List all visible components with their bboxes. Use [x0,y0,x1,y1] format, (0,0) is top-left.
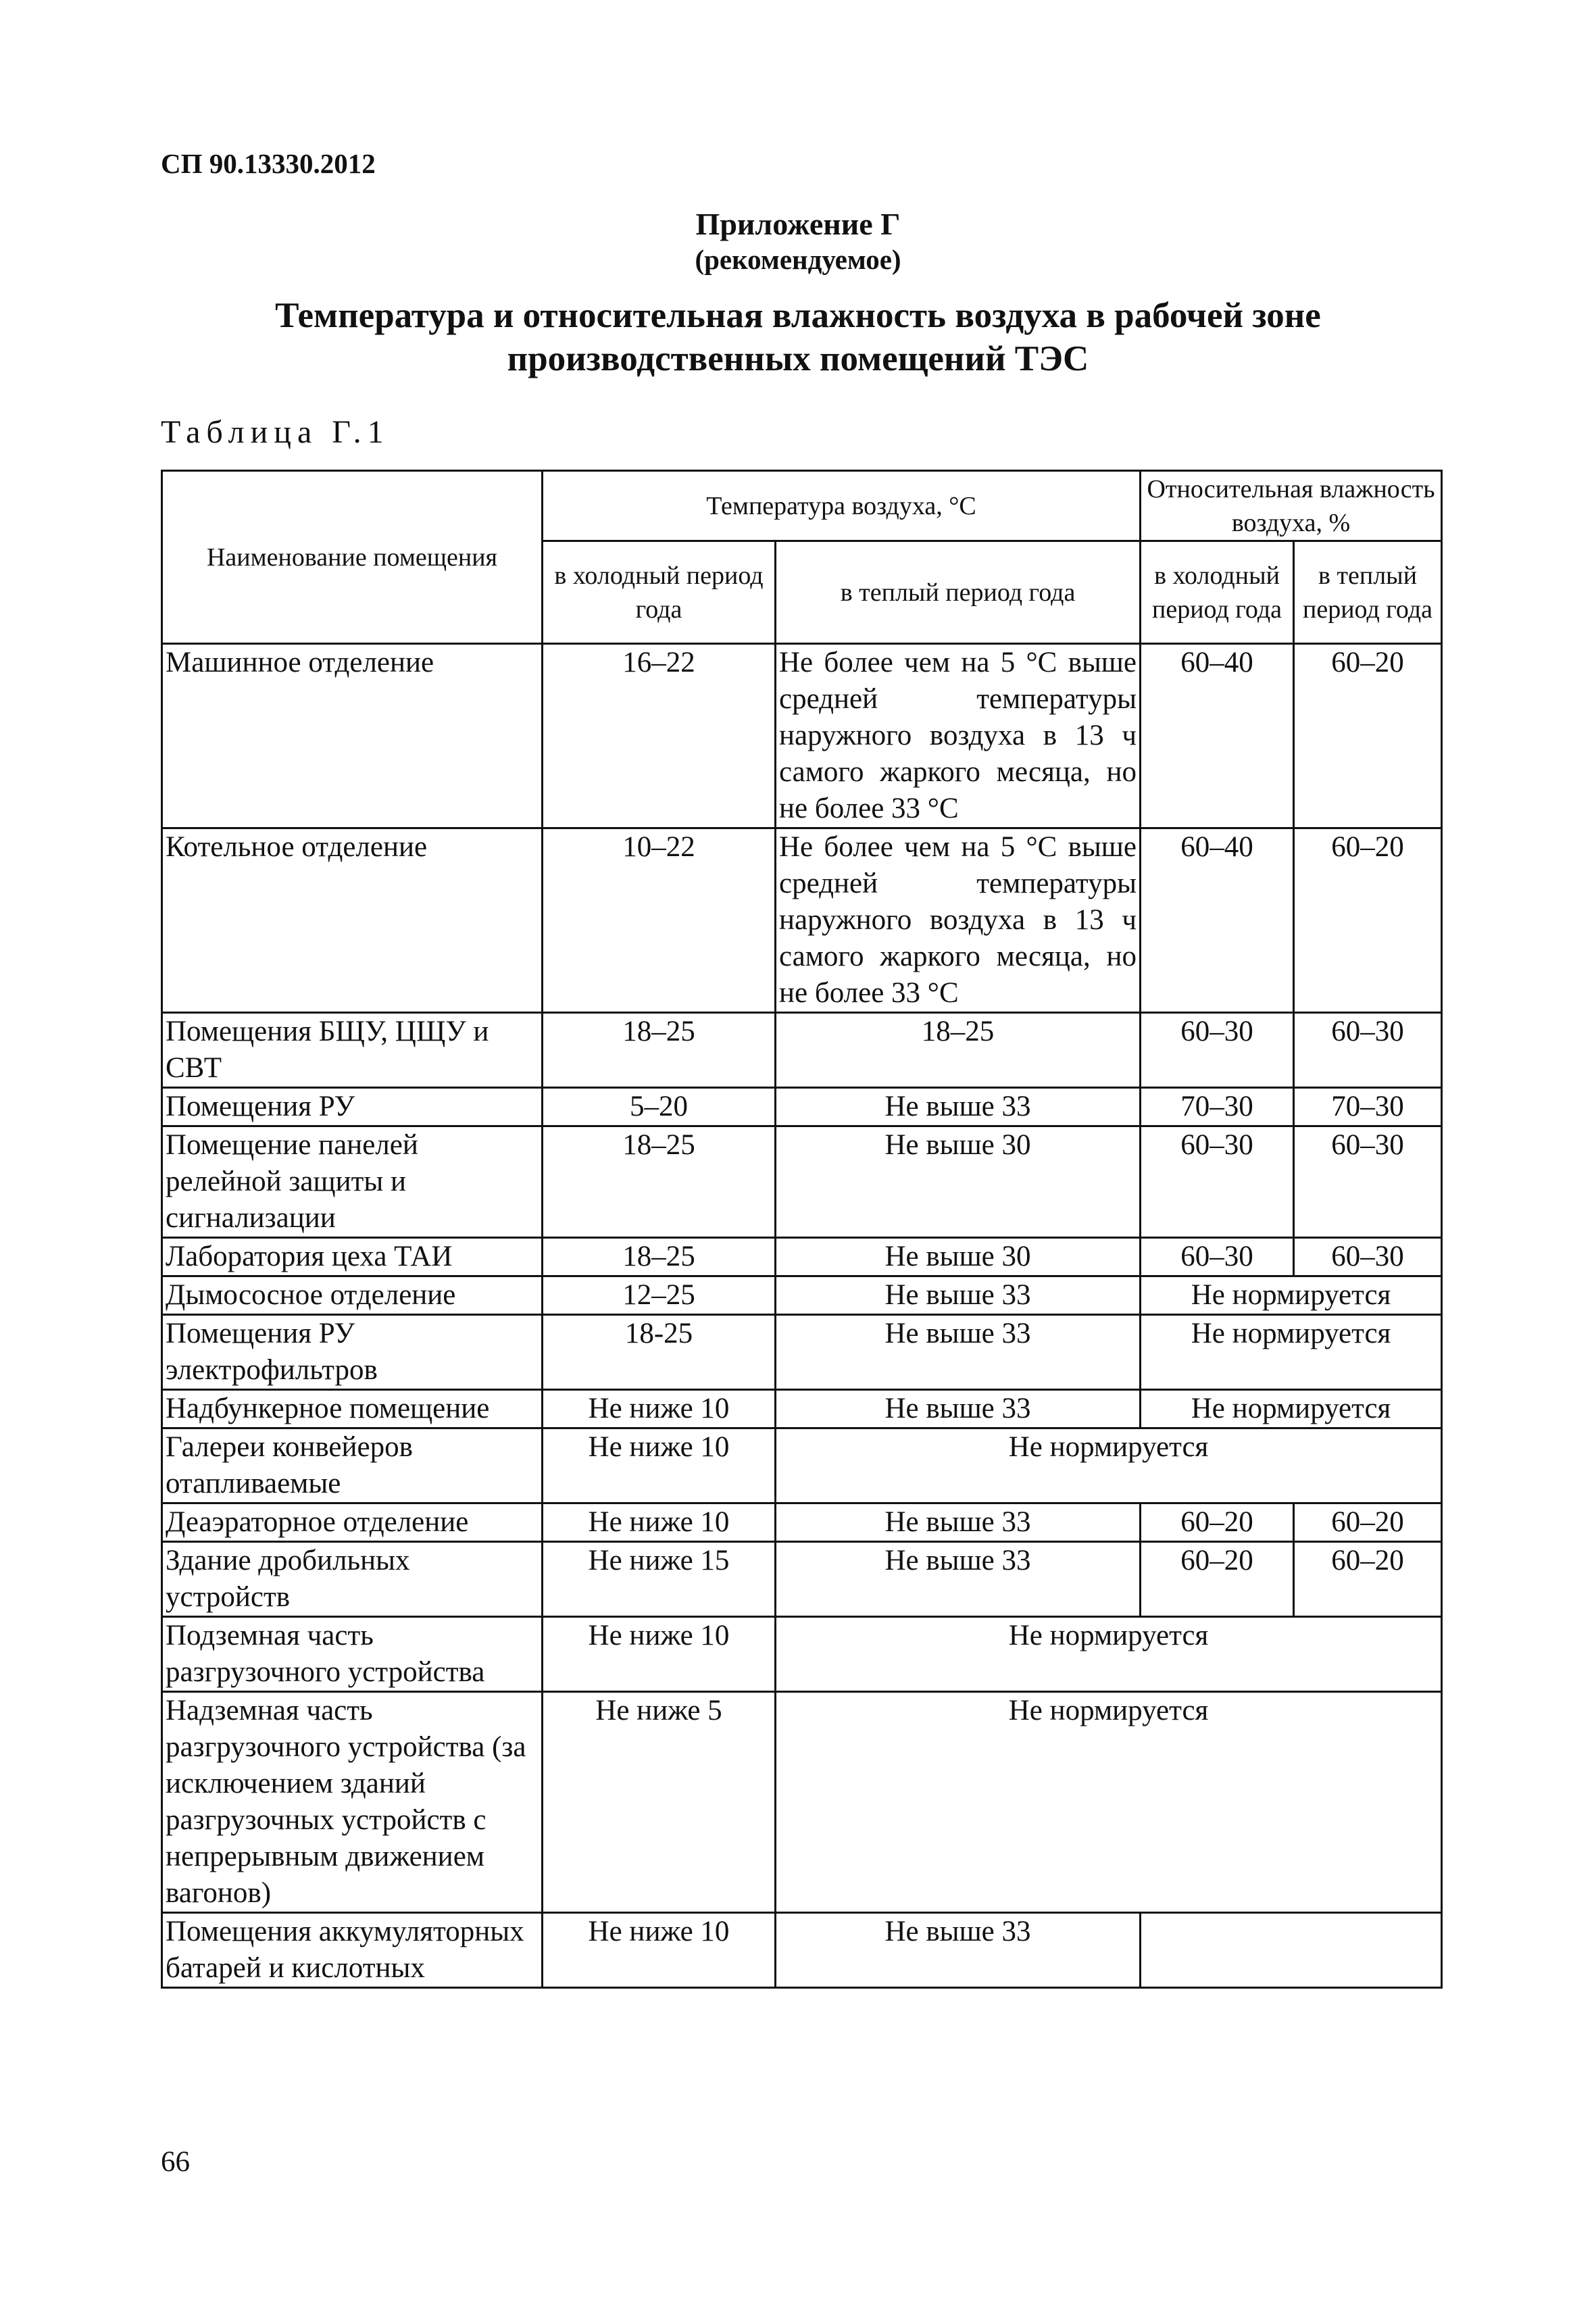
room-name: Помещения БЩУ, ЦЩУ и СВТ [162,1013,543,1088]
hum-warm: 60–20 [1294,644,1442,828]
temp-warm: Не выше 33 [776,1390,1141,1428]
room-name: Деаэраторное отделение [162,1503,543,1542]
room-name: Помещения РУ [162,1088,543,1126]
temp-warm: 18–25 [776,1013,1141,1088]
temp-warm: Не более чем на 5 °С выше средней температуры наружного воздуха в 13 ч самого жаркого месяца, но не более 33 °С [776,644,1141,828]
temp-cold: 18–25 [543,1238,776,1276]
temp-warm: Не выше 33 [776,1276,1141,1315]
temp-cold: 16–22 [543,644,776,828]
hum-warm: 60–20 [1294,1542,1442,1617]
hum-warm: 60–30 [1294,1126,1442,1238]
temp-warm: Не выше 30 [776,1126,1141,1238]
table-row [162,1692,1442,1913]
humidity-merged: Не нормируется [1141,1276,1442,1315]
table-row [162,1013,1442,1088]
page-number: 66 [161,2146,190,2178]
hum-warm: 60–30 [1294,1013,1442,1088]
table-row [162,1390,1442,1428]
temp-cold: Не ниже 10 [543,1503,776,1542]
temp-warm: Не выше 30 [776,1238,1141,1276]
temp-cold: 18–25 [543,1013,776,1088]
table-row [162,1617,1442,1692]
appendix-title: Приложение Г [695,207,901,241]
room-name: Лаборатория цеха ТАИ [162,1238,543,1276]
hum-cold: 60–20 [1141,1542,1294,1617]
table-row [162,1126,1442,1238]
temp-cold: 18-25 [543,1315,776,1390]
header-temp-warm: в теплый период года [776,541,1141,644]
document-id: СП 90.13330.2012 [161,148,376,179]
room-name: Помещения РУ электрофильтров [162,1315,543,1390]
climate-table [161,470,1443,1989]
room-name: Помещения аккумуляторных батарей и кислотных [162,1913,543,1988]
appendix-status: (рекомендуемое) [695,244,901,275]
table-row [162,1542,1442,1617]
temp-cold: Не ниже 10 [543,1428,776,1503]
hum-warm: 60–20 [1294,828,1442,1013]
temp-warm: Не выше 33 [776,1088,1141,1126]
hum-warm: 60–20 [1294,1503,1442,1542]
temp-cold: Не ниже 15 [543,1542,776,1617]
header-humidity: Относительная влажность воздуха, % [1141,471,1442,541]
room-name: Здание дробильных устройств [162,1542,543,1617]
temp-cold: Не ниже 10 [543,1913,776,1988]
temp-warm: Не выше 33 [776,1315,1141,1390]
room-name: Машинное отделение [162,644,543,828]
room-name: Надбункерное помещение [162,1390,543,1428]
header-temp-cold: в холодный период года [543,541,776,644]
page-title [0,294,1596,380]
table-row [162,1315,1442,1390]
hum-cold: 60–20 [1141,1503,1294,1542]
hum-warm: 60–30 [1294,1238,1442,1276]
table-row [162,1913,1442,1988]
temp-warm: Не более чем на 5 °С выше средней температуры наружного воздуха в 13 ч самого жаркого месяца, но не более 33 °С [776,828,1141,1013]
header-room-name: Наименование помещения [162,471,543,644]
temp-cold: Не ниже 5 [543,1692,776,1913]
humidity-merged [1141,1913,1442,1988]
merged-rest: Не нормируется [776,1692,1442,1913]
hum-cold: 60–30 [1141,1126,1294,1238]
table-row [162,1428,1442,1503]
title-line-1: Температура и относительная влажность воздуха в рабочей зоне [275,296,1321,335]
temp-warm: Не выше 33 [776,1503,1141,1542]
table-row [162,1503,1442,1542]
merged-rest: Не нормируется [776,1617,1442,1692]
table-row [162,1276,1442,1315]
hum-cold: 60–40 [1141,828,1294,1013]
table-row [162,644,1442,828]
temp-cold: 5–20 [543,1088,776,1126]
humidity-merged: Не нормируется [1141,1390,1442,1428]
header-hum-warm: в теплый период года [1294,541,1442,644]
hum-cold: 60–30 [1141,1238,1294,1276]
merged-rest: Не нормируется [776,1428,1442,1503]
room-name: Дымососное отделение [162,1276,543,1315]
hum-cold: 60–30 [1141,1013,1294,1088]
temp-cold: 18–25 [543,1126,776,1238]
room-name: Котельное отделение [162,828,543,1013]
temp-cold: 10–22 [543,828,776,1013]
room-name: Помещение панелей релейной защиты и сигнализации [162,1126,543,1238]
temp-cold: 12–25 [543,1276,776,1315]
humidity-merged: Не нормируется [1141,1315,1442,1390]
title-line-2: производственных помещений ТЭС [507,339,1089,378]
room-name: Подземная часть разгрузочного устройства [162,1617,543,1692]
temp-warm: Не выше 33 [776,1913,1141,1988]
room-name: Галереи конвейеров отапливаемые [162,1428,543,1503]
hum-cold: 60–40 [1141,644,1294,828]
temp-cold: Не ниже 10 [543,1390,776,1428]
header-hum-cold: в холодный период года [1141,541,1294,644]
table-row [162,828,1442,1013]
header-temperature: Температура воздуха, °С [543,471,1141,541]
hum-warm: 70–30 [1294,1088,1442,1126]
temp-warm: Не выше 33 [776,1542,1141,1617]
temp-cold: Не ниже 10 [543,1617,776,1692]
table-row [162,1088,1442,1126]
hum-cold: 70–30 [1141,1088,1294,1126]
table-row [162,1238,1442,1276]
table-label: Таблица Г.1 [161,414,390,450]
room-name: Надземная часть разгрузочного устройства (за исключением зданий разгрузочных устройств с непрерывным движением вагонов) [162,1692,543,1913]
